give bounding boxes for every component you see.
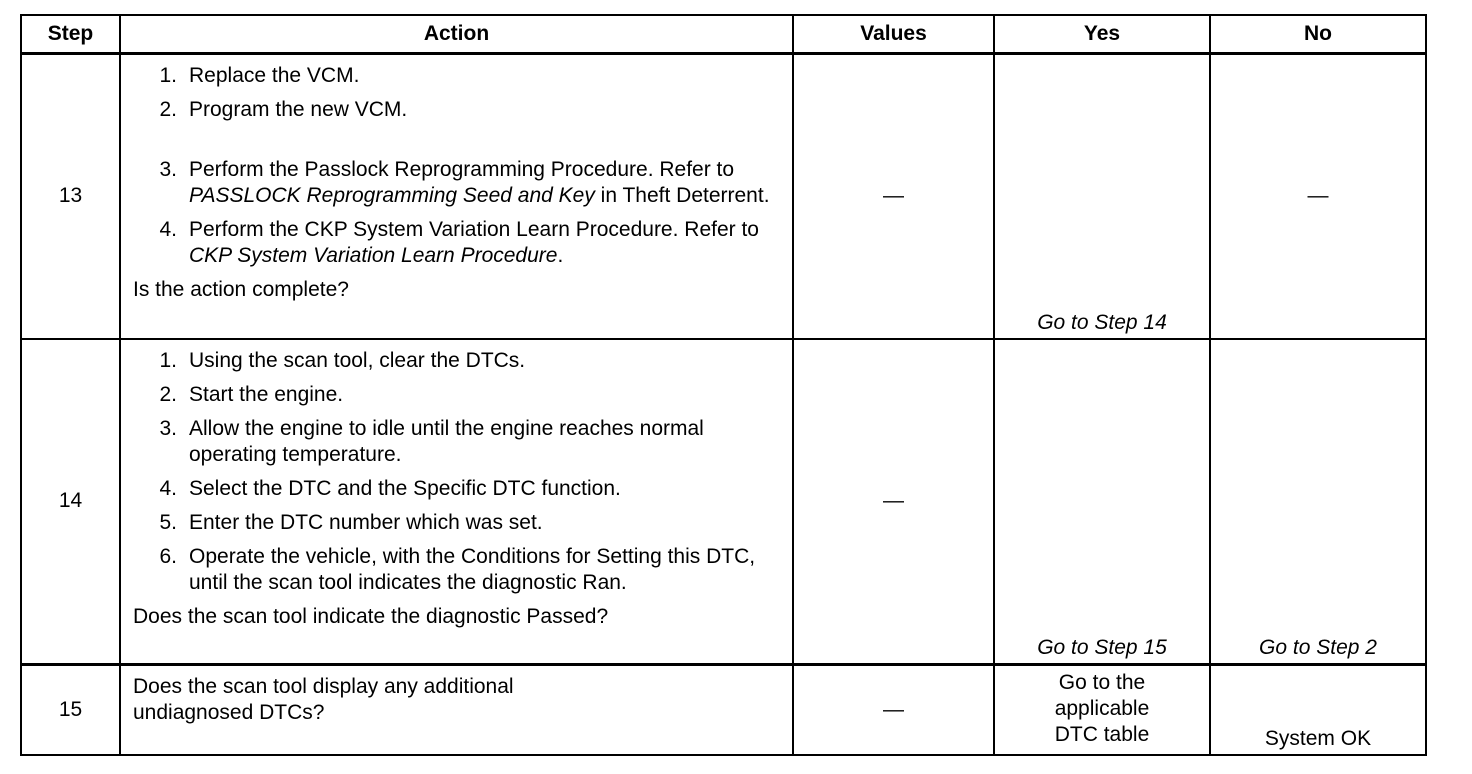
item-number: 4. [159,218,177,241]
header-values: Values [793,15,994,54]
list-item [133,416,780,468]
no-goto: Go to Step 2 [1259,636,1377,659]
yes-line: DTC table [1054,723,1150,746]
yes-cell [994,339,1210,665]
list-item [133,348,780,374]
item-number: 2. [159,98,177,121]
question-text: Is the action complete? [133,278,349,301]
table-row [21,54,1426,339]
item-text-part: Perform the CKP System Variation Learn Procedure. Refer to [189,218,759,241]
question-text-line: Does the scan tool display any additional [133,675,514,698]
reference-link-text: CKP System Variation Learn Procedure [189,244,558,267]
item-text-part: Perform the Passlock Reprogramming Procedure. Refer to [189,158,735,181]
diagnostic-table-container [20,14,1427,756]
item-text: Program the new VCM. [189,98,408,121]
item-text: Allow the engine to idle until the engine reaches normal operating temperature. [189,416,704,466]
no-cell [1210,339,1426,665]
list-item [133,510,780,536]
yes-cell [994,665,1210,755]
question-text-line: undiagnosed DTCs? [133,701,325,724]
action-cell [120,339,793,665]
list-item [133,97,780,123]
no-cell [1210,665,1426,755]
step-number: 15 [21,665,120,755]
yes-line: Go to the [1058,671,1146,694]
header-action: Action [120,15,793,54]
item-text: Start the engine. [189,382,344,406]
item-number: 6. [159,544,177,568]
values-cell: — [793,339,994,665]
item-number: 1. [159,64,177,87]
item-text: Replace the VCM. [189,64,360,87]
yes-goto: Go to Step 14 [1037,310,1167,334]
list-item [133,217,780,269]
step-number: 13 [21,54,120,339]
table-row [21,339,1426,665]
action-list [133,63,780,269]
reference-link-text: PASSLOCK Reprogramming Seed and Key [189,184,595,207]
no-cell [1210,54,1426,339]
list-item [133,63,780,89]
diagnostic-table [20,14,1427,756]
question-text: Does the scan tool indicate the diagnostic Passed? [133,604,609,628]
item-text: Operate the vehicle, with the Conditions for Setting this DTC, until the scan tool indicates the diagnostic Ran. [189,544,756,594]
item-number: 3. [159,416,177,440]
item-number: 1. [159,348,177,372]
values-cell: — [793,54,994,339]
header-step: Step [21,15,120,54]
yes-goto: Go to Step 15 [1037,636,1167,659]
no-value: — [1307,184,1329,208]
yes-instructions [995,670,1209,748]
list-item [133,544,780,596]
action-list [133,348,780,596]
item-text: Using the scan tool, clear the DTCs. [189,348,526,372]
item-text-part: . [557,244,564,267]
table-row [21,665,1426,755]
item-text: Enter the DTC number which was set. [189,510,543,534]
item-number: 2. [159,382,177,406]
yes-cell [994,54,1210,339]
header-no: No [1210,15,1426,54]
step-number: 14 [21,339,120,665]
list-item [133,382,780,408]
item-text: Select the DTC and the Specific DTC function. [189,476,621,500]
values-cell: — [793,665,994,755]
header-row [21,15,1426,54]
header-yes: Yes [994,15,1210,54]
no-value: System OK [1264,726,1372,750]
item-text-part: in Theft Deterrent. [594,184,770,207]
yes-line: applicable [1054,697,1150,720]
action-cell [120,665,793,755]
item-number: 5. [159,510,177,534]
item-number: 3. [159,158,177,181]
action-cell [120,54,793,339]
list-item [133,476,780,502]
item-text [189,157,780,209]
item-text [189,217,780,269]
item-number: 4. [159,476,177,500]
list-item [133,157,780,209]
